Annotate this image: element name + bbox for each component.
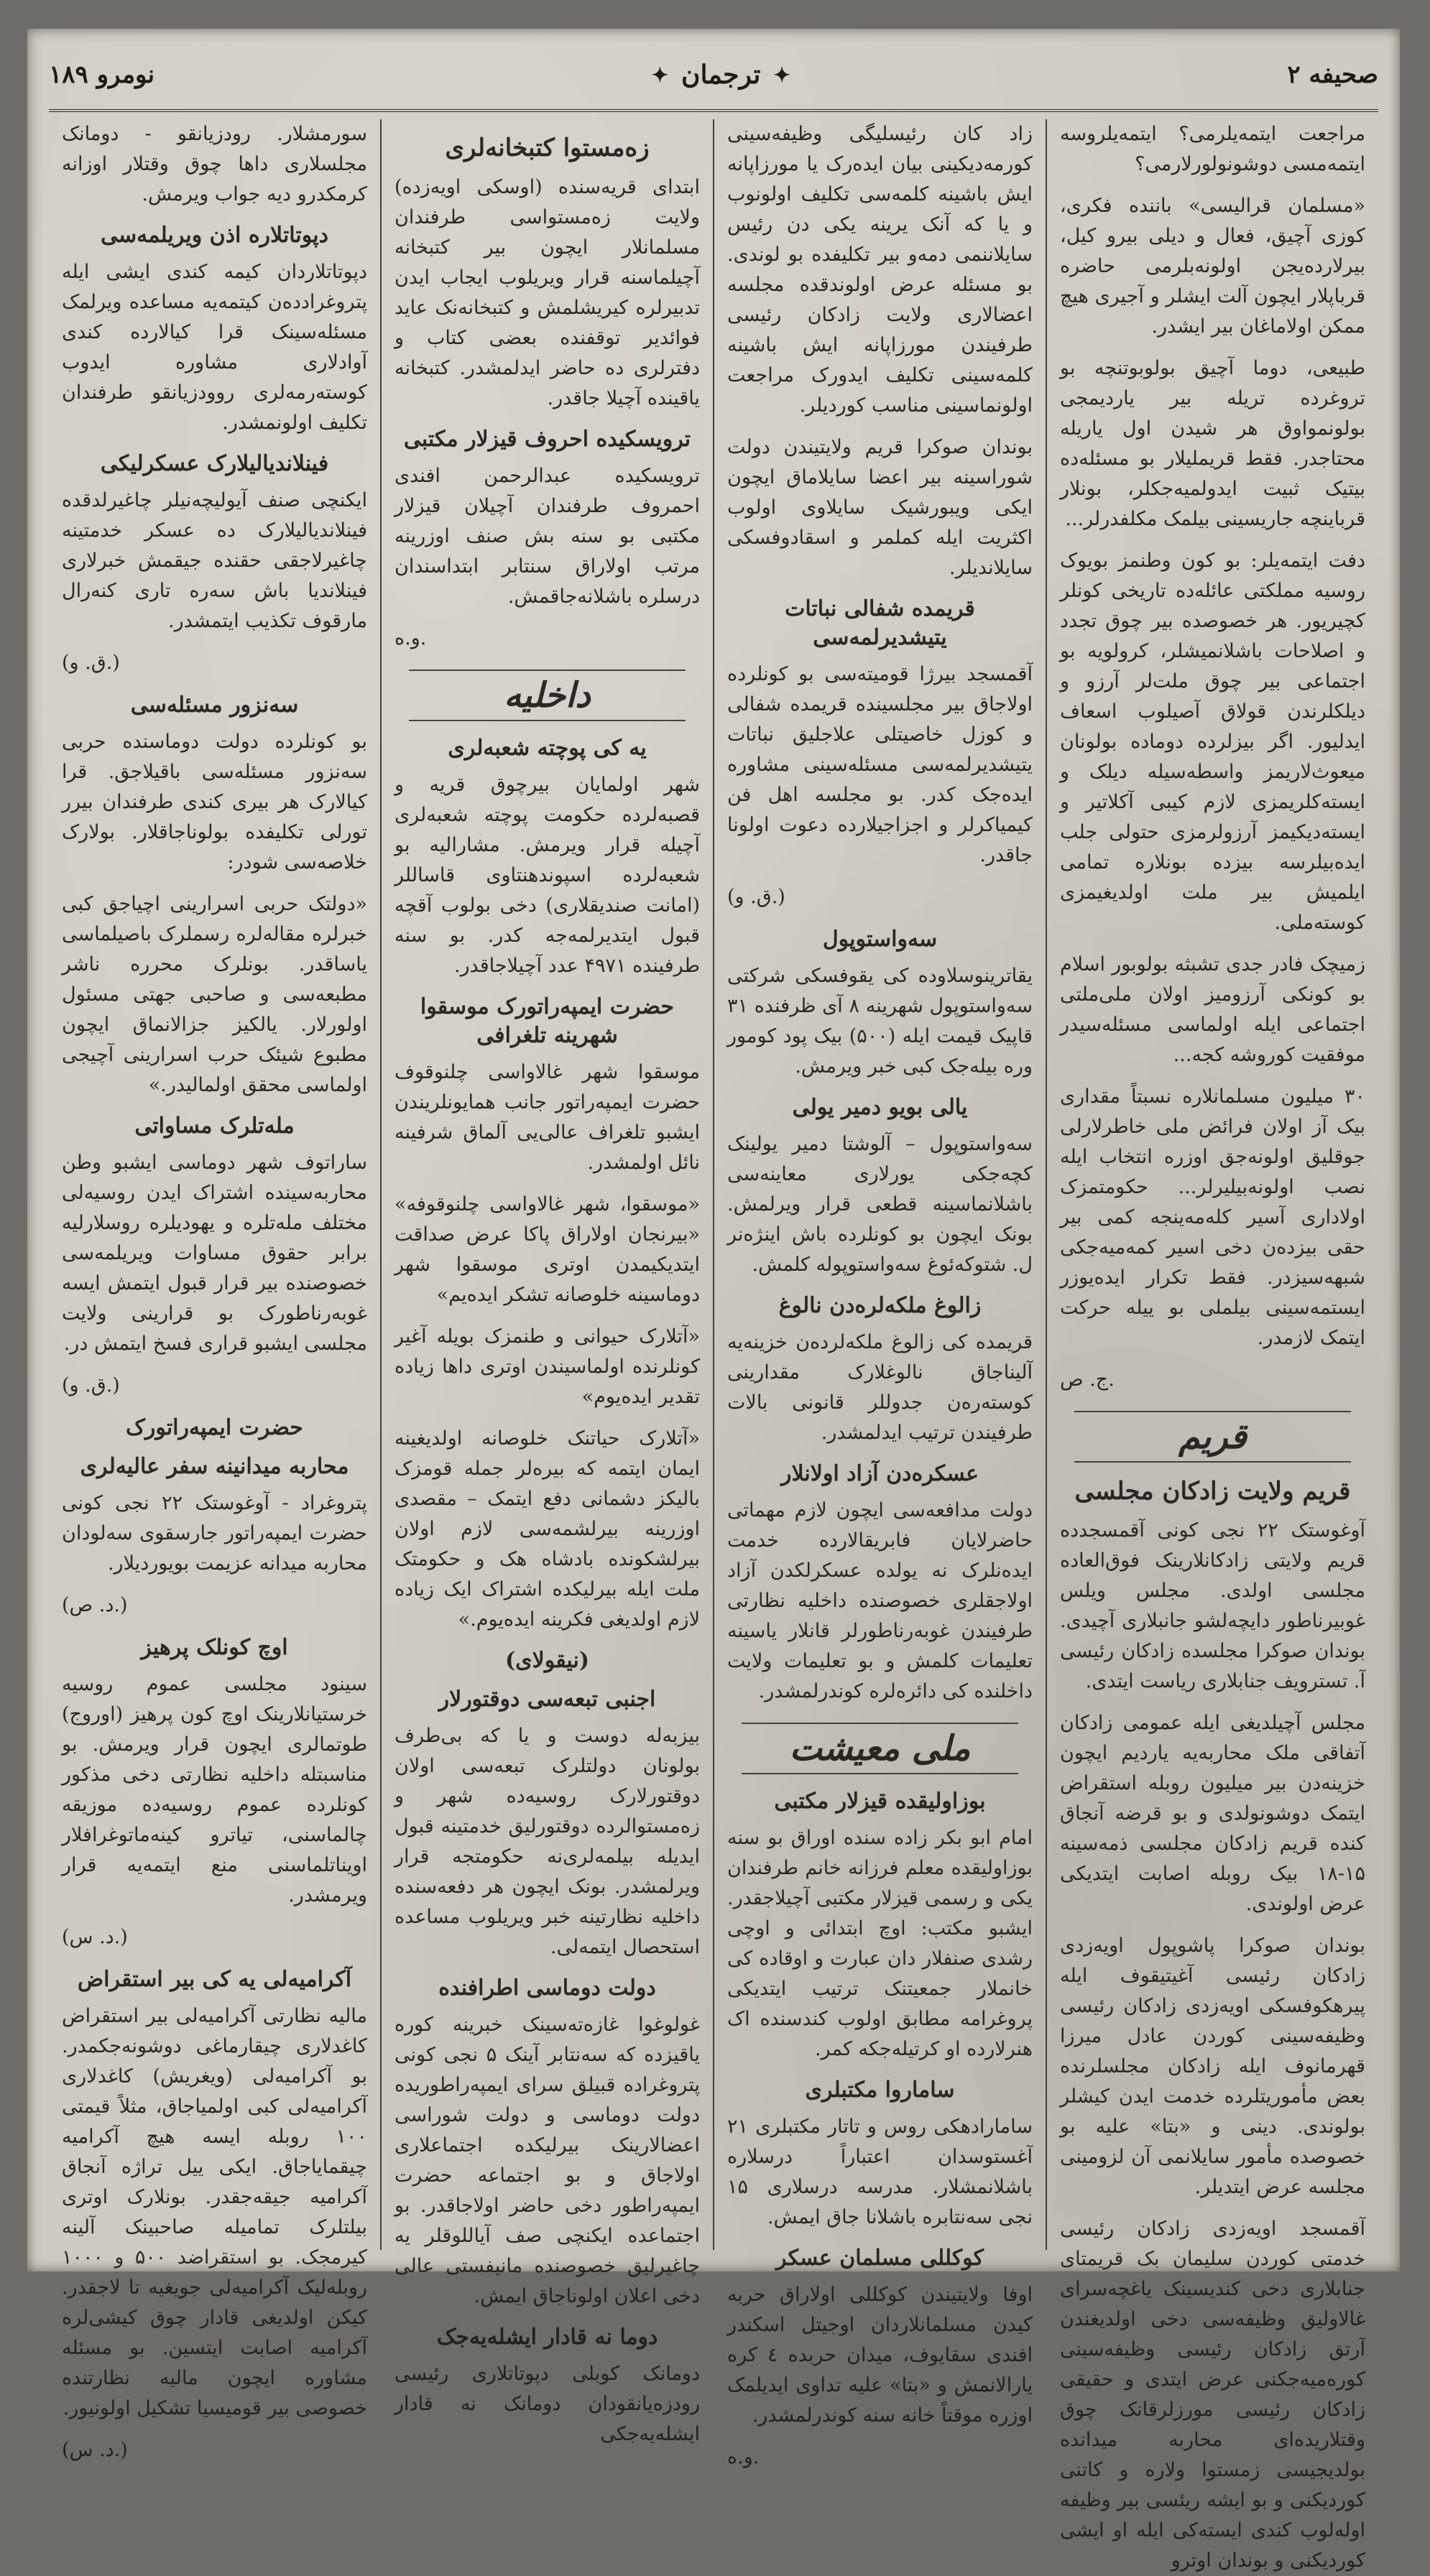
signature: و.ه. [727, 2446, 760, 2468]
paragraph: دومانک کوبلی دپوتاتلاری رئیسی رودزه‌یانقودان دومانک نه قادار ایشله‌یه‌جکی [395, 2363, 700, 2445]
paragraph: دپوتاتلاردان کیمه کندی ایشی ایله پتروغرادده‌ن کیتمه‌یه مساعده ویرلمک مسئله‌سینک قرا کیالارده کندی آوادلاری مشاوره ایدوب کوسته‌رمه‌لری روودزیانقو طرفندان تکلیف اولونمشدر. [62, 261, 367, 434]
paragraph: آوغوستک ۲۲ نجی کونی آقمسجدده قریم ولایتی زادکانلارینک فوق‌العاده مجلسی اولدی. مجلس ویلس غوبیرناطور دایچه‌لشو جانبلاری آچیدی. بوندان صوکرا مجلسده زادکان رئیسی آ. تسترویف جنابلاری ریاست ایتدی. [1060, 1519, 1365, 1692]
section-banner-national-life: ملی معیشت [742, 1723, 1018, 1774]
paragraph: سامارادهکی روس و تاتار مکتبلری ۲۱ آغستوسدان اعتباراً درسلاره باشلانمشلار. مدرسه درسلاری ۱۵ نجی سه‌نتابره باشلانا جاق ایمش. [727, 2116, 1033, 2228]
paragraph: دولت مدافعه‌سی ایچون لازم مهماتی حاضرلایان فابریقالارده خدمت ایده‌نلرک نه یولده عسکرلکدن آزاد اولاجقلری خصوصنده داخلیه نظارتی طرفیندن غوبه‌رناطورلر قانلار یاسینه تعلیمات کلمش و بو تعلیمات ولایت داخلنده کی دائره‌لره کوندرلمشدر. [727, 1499, 1033, 1702]
paragraph: آقمسجد اویه‌زدی زادکان رئیسی خدمتی کوردن سلیمان بک قریمتای جنابلاری دخی کندیسینک یاغچه‌سرای غالاولیق وظیفه‌سی دخی اولدیغندن آرتق زادکان رئیسی وظیفه‌سینی کوره‌میه‌جکنی عرض ایتدی و حقیقی زادکان رئیسی مورزلرقانک چوق وقتلاریده‌ای محاربه میدانده بولدیجیسی زمستوا ولاره و کاتنی کوردیکنی و بو ایشه ریئسی بیر وظیفه اوله‌لوب کندی ایسته‌کی ایله او ایشی کوردیکنی و بوندان اوترو [1060, 2218, 1365, 2572]
paragraph: سینود مجلسی عموم روسیه خرستیانلارینک اوچ کون پرهیز (اوروج) طوتمالری ایچون قرار ویرمش. بو مناسبتله داخلیه نظارتی دخی مذکور کونلرده عموم روسیه‌ده موزیقه چالماسنی، تیاترو کینه‌ماتوغرافلار اویناتلماسنی منع ایتمه‌یه قرار ویرمشدر. [62, 1673, 367, 1906]
paragraph: «موسقوا، شهر غالاواسی چلنوقوفه» «بیرنجان اولاراق پاکا عرض صداقت ایتدیکیمدن اوتری موسقوا شهر دوماسینه خلوصانه تشکر ایده‌یم» [395, 1193, 700, 1306]
paragraph: زاد کان رئیسلیگی وظیفه‌سینی کورمه‌دیکینی بیان ایده‌رک یا مورزاپانه ایش باشینه کلمه‌سی تکلیف اولونوب و یا که آنک یرینه یکی دن رئیس سایلاننمی دمه‌و بیر تکلیفده بو لوندی. بو مسئله عرض اولوندقده مجلسه اعضالاری ولایت زادکان رئیسی طرفیندن مورزاپانه ایش باشینه کلمه‌سینی تکلیف ایدورک مراجعت اولونماسینی مناسب کوردیلر. [727, 123, 1033, 417]
paragraph: ساراتوف شهر دوماسی ایشبو وطن محاربه‌سینده اشتراک ایدن روسیه‌لی مختلف مله‌تلره و یهودیلره روسلارلیه برابر حقوق مساوات ویریلمه‌سی خصوصنده بیر قرار قبول ایتمش ایسه غوبه‌رناطورک بو قرارینی ولایت مجلسی ایشبو قراری فسخ ایتمش در. [62, 1152, 367, 1355]
signature: (د. س.) [62, 1926, 128, 1948]
paragraph: قریمده کی زالوغ ملکه‌لرده‌ن خزینه‌یه آلیناجاق نالوغلارک مقدارینی کوسته‌ره‌ن جدوللر قانونی بالات طرفیندن ترتیب ایدلمشدر. [727, 1331, 1033, 1444]
masthead [49, 42, 1378, 108]
newspaper-title-block [652, 60, 790, 90]
paragraph: مالیه نظارتی آکرامیه‌لی بیر استقراض کاغدلاری چیقارماغی دوشونه‌جکمدر. بو آکرامیه‌لی (ویغریش) کاغدلاری آکرامیه‌لی کبی اولمیاجاق، مثلاً قیمتی ۱۰۰ روبله ایسه هیچ آکرامیه چیقمایاجاق. ایکی ییل تراژه آنجاق آکرامیه جیقه‌جقدر. بونلارک اوتری بیلتلرک تمامیله صاحبینک آلینه کیرمجک. بو استقراضد ۵۰۰ و ۱۰۰۰ روبله‌لیک آکرامیه‌لی جویغیه تا لاجقدر. کیکن اولدیغی قادار چوق کیشی‌لره آکرامیه اصابت ایتسین. بو مسئله مشاوره ایچون مالیه نظارتنده خصوصی بیر قومیسیا تشکیل اولونیور. [62, 2005, 367, 2419]
article-heading: سه‌واستوپول [822, 927, 938, 952]
paragraph: شهر اولمایان بیرچوق قریه و قصبه‌لرده حکومت پوچته شعبه‌لری آچیله قرار ویرمش. مشارالیه بو شعبه‌لرده اسپوندهنتاوی قاساللر (امانت صندیقلاری) دخی بولوب آقچه قبول ایتدیرلمه‌جه کدر. بو سنه طرفینده ۴۹۷۱ عدد آچیلاجاقدر. [395, 774, 700, 977]
article-heading: سه‌نزور مسئله‌سی [130, 692, 299, 718]
paragraph: ابتدای قریه‌سنده (اوسکی اویه‌زده) ولایت زه‌مستواسی طرفندان مسلمانلار ایچون بیر کتبخانه آچیلماسنه قرار ویریلوب ایجاب ایدن تدبیرلره کیریشلمش و کتبخانه‌نک عاید فوائدیر توقفنده بعضی کتاب و دفترلری ده حاضر ایدلمشدر. کتبخانه یاقینده آچیلا جاقدر. [395, 176, 700, 409]
paragraph: اوفا ولایتیندن کوکللی اولاراق حربه کیدن مسلمانلاردان اوجیتل اسکندر افندی سقایوف، میدان حربده ٤ کره یارالانمش و «بتا» علیه تداوی ایدیلمک اوزره موقتاً خانه سنه کوندرلمشدر. [727, 2284, 1033, 2427]
paragraph: بوندان صوکرا قریم ولایتیندن دولت شوراسینه بیر اعضا سایلاماق ایچون ایکی ویبورشیک سایلاوی اولوب اکثریت ایله کملمر و اسقادوفسکی سایلاندیلر. [727, 436, 1033, 579]
columns [49, 119, 1378, 2572]
article-heading: اوچ کونلک پرهیز [141, 1635, 288, 1660]
article-heading: (نیقولای) [504, 1648, 590, 1673]
article-heading: مله‌تلرک مساواتی [134, 1113, 295, 1139]
signature: (ق. و.) [62, 1374, 120, 1396]
article-heading: بوزاولیقده قیزلار مکتبی [774, 1789, 986, 1814]
paragraph: بوندان صوکرا پاشوپول اویه‌زدی زادکان رئیسی آغیتیقوف ایله پیرهکوفسکی اویه‌زدی زادکان رئیسی وظیفه‌سینی کوردن عادل میرزا قهرمانوف ایله زادکان مجلسلرنده بعض مأموریتلرده خدمت ایدن کیشلر بولوندی. دینی و «بتا» علیه بو خصوصده مأمور سایلانمی آن لزومینی مجلسه عرض ایتدیلر. [1060, 1935, 1365, 2198]
signature: و.ه. [395, 627, 427, 649]
paragraph: سورمشلار. رودزیانقو - دومانک مجلسلاری داها چوق وقتلار اوزانه کرمکدرو دیه جواب ویرمش. [62, 123, 367, 205]
article-heading: قریم ولایت زادکان مجلسی [1074, 1477, 1351, 1506]
article-heading: عسکره‌دن آزاد اولانلار [781, 1461, 979, 1486]
article-heading: حضرت ایمپه‌راتورک [126, 1415, 303, 1440]
paragraph: «آتلارک حیوانی و طنمزک بویله آغیر کونلرنده اولماسیندن اوتری داها زیاده تقدیر ایده‌یوم» [395, 1325, 700, 1408]
signature: (د. س.) [62, 2439, 128, 2461]
article-heading: دوما نه قادار ایشله‌یه‌جک [436, 2325, 658, 2350]
article-heading: زه‌مستوا کتبخانه‌لری [445, 134, 650, 162]
paragraph: سه‌واستوپول – آلوشتا دمیر یولینک کچه‌جکی یورلاری معاینه‌سی باشلانماسینه قطعی قرار ویرلمش. بونک ایچون بو کونلرده باش اینژه‌نر ل. شتوکه‌ئوغ سه‌واستوپوله کلمش. [727, 1133, 1033, 1276]
page-number: صحیفه ۲ [1287, 60, 1378, 89]
paragraph: «دولتک حربی اسرارینی اچیاجق کبی خبرلره مقاله‌لره رسملرک باصیلماسی یاساقدر. بونلرک محرره ناشر مطبعه‌سی و صاحبی جهتی مسئول اولورلار. یالکیز جزالانماق ایچون مطبوع شیئک حرب اسرارینی آچیجی اولماسی محقق اولمالیدر.» [62, 893, 367, 1096]
section-banner-crimea: قریم [1074, 1411, 1351, 1463]
newspaper-title: ترجمان [681, 60, 761, 90]
article-heading: محاربه میدانینه سفر عالیه‌لری [80, 1454, 349, 1479]
article-heading: ترویسکیده احروف قیزلار مکتبی [403, 427, 691, 452]
paragraph: «مسلمان قرالیسی» باننده فکری، کوزی آچیق، فعال و دیلی بیرو کیل، بیرلارده‌یجن اولونه‌بلرمی حاضره قرباپلار ایچون‌ آلت ایشلر و آجیری هیچ ممکن اولاماغان بیر ایشدر. [1060, 195, 1365, 338]
article-heading: آکرامیه‌لی یه کی بیر استقراض [77, 1967, 352, 1992]
paragraph: مجلس آچیلدیغی ایله عمومی زادکان آتفاقی ملک محاربه‌یه یاردیم ایچون خزینه‌دن بیر میلیون روبله استقراض ایتمک دوشونولدی و بو قرضه آنجاق کنده قریم زادکان مجلسی ذمه‌سینه ۱۵-۱۸ بیک روبله اصابت ایتدیکی عرض اولوندی. [1060, 1712, 1365, 1915]
ornament-icon: ✦ [651, 62, 669, 87]
newspaper-page [27, 29, 1400, 2572]
paragraph: ترویسکیده عبدالرحمن افندی احمروف طرفندان آچیلان قیزلار مکتبی بو سنه بش صنف اوزرینه مرتب اولاراق سنتابر ابتداسندان درسلره باشلانه‌جاقمش. [395, 465, 700, 608]
paragraph: بیزبه‌له دوست و یا که بی‌طرف بولونان دولتلرک تبعه‌سی اولان دوقتورلارک روسیه‌ده شهر و زه‌مستوالرده دوقتورلیق خدمتینه قبول ایدیله بیلمه‌لری‌نه حکومتجه قرار ویرلمشدر. بونک ایچون هر دفعه‌سنده داخلیه نظارتینه خبر ویریلوب مساعده استحصال ایتمه‌لی. [395, 1725, 700, 1958]
paragraph: مراجعت ایتمه‌یلرمی؟ ایتمه‌یلروسه ایتمه‌مسی دوشونولورلارمی؟ [1060, 123, 1365, 175]
paragraph: بو کونلرده دولت دوماسنده حربی سه‌نزور مسئله‌سی باقیلاجق. قرا کیالارک هر بیری کندی طرفندان بیرر تورلی تکلیفده بولوناجاقلار. بولارک خلاصه‌سی شودر: [62, 731, 367, 874]
column-3 [380, 119, 713, 2445]
article-heading: ساماروا مکتبلری [805, 2077, 955, 2103]
article-heading: دولت دوماسی اطرافنده [438, 1975, 656, 2001]
paragraph: غولوغوا غازه‌ته‌سینک خبرینه کوره یاقیزده که سه‌نتابر آینک ۵ نجی کونی پتروغراده قبیلق سرای ایمپه‌راطوریده دولت دوماسی و دولت شوراسی اعضالارینک بیرلیکده اجتماعلاری اولاجاق و بو اجتماعه حضرت ایمپه‌راطور دخی حاضر اولاجاقدر. بو اجتماعده ایکنچی صف آیاللوقلر یه چاغیرلیق خصوصنده مانیفستی عالی دخی اعلان اولوناجاق ایمش. [395, 2014, 700, 2307]
column-4 [49, 119, 380, 2461]
section-banner-domestic: داخلیه [409, 670, 686, 721]
paragraph: پتروغراد - آوغوستک ۲۲ نجی کونی حضرت ایمپه‌راتور جارسقوی سه‌لودان محاربه میدانه عزیمت بویوردیلار. [62, 1492, 367, 1575]
article-heading: زالوغ ملکه‌لره‌دن نالوغ [778, 1293, 982, 1318]
signature: (د. ص.) [62, 1594, 128, 1616]
paragraph: طبیعی، دوما آچیق بولوبوتنچه بو تروغرده تریله بیر یاردیمجی بولونمواوق هر شیدن اول یاریله محتاجدر. فقط قریملیلار بو مسئله‌ده بیتیک ثبیت ایدولمیه‌جکلر، بونلار قرباینچه جاریسینی بیلمک مکلفدرلر... [1060, 357, 1365, 530]
paragraph: زمیچک فادر جدی تشبثه بولوبور اسلام بو کونکی آرزومیز اولان ملی‌ملتی اجتماعی ایله اولماسی مسئله‌سیدر موفقیت کوروشه کجه... [1060, 953, 1365, 1066]
issue-number: نومرو ۱۸۹ [49, 60, 155, 89]
article-heading: یه کی پوچته شعبه‌لری [448, 736, 647, 761]
signature: (ق. و.) [62, 652, 120, 674]
signature: ج. ص. [1060, 1368, 1115, 1391]
paragraph: موسقوا شهر غالاواسی چلنوقوف حضرت ایمپه‌راتور جانب همایونلریندن ایشبو تلغراف عالی‌یی آلماق شرفینه نائل اولمشدر. [395, 1061, 700, 1174]
paragraph: یقاترینوسلاوده کی یقوفسکی شرکتی سه‌واستوپول شهرینه ۸ آی ظرفنده ۳۱ قاپیک قیمت ایله (۵۰۰) بیک پود کومور وره بیله‌جک کبی خبر ویرمش. [727, 965, 1033, 1078]
article-heading: قریمده شفالی نباتات یتیشدیرلمه‌سی [785, 596, 975, 650]
column-2 [713, 119, 1046, 2468]
ornament-icon: ✦ [773, 62, 790, 87]
paragraph: امام ابو بکر زاده سنده اوراق بو سنه بوزاولیقده معلم فرزانه خانم طرفندان یکی و رسمی قیزلار مکتبی آچیلاجقدر. ایشبو مکتب: اوچ ابتدائی و اوچی رشدی صنفلار دان عبارت و اوقاده کی خانملار جمعیتنک ترتیب ایتدیکی پروغرامه مطابق اولوب کندسنده اک هنرلارده او کرتیله‌جکه کمر. [727, 1827, 1033, 2060]
article-heading: یالی بویو دمیر یولی [792, 1095, 968, 1120]
paragraph: آقمسجد بیرژا قومیته‌سی بو کونلرده اولاجاق بیر مجلسینده قریمده شفالی و کوزل خاصیتلی علاجلیق نباتات یتیشدیرلمه‌سی مسئله‌سینی مشاوره ایده‌جک کدر. بو مجلسه اهل فن کیمیاکرلر و اجزاجیلارده دعوت اولونا جاقدر. [727, 663, 1033, 866]
article-heading: اجنبی تبعه‌سی دوقتورلار [438, 1687, 656, 1712]
article-heading: حضرت ایمپه‌راتورک موسقوا شهرینه تلغرافی [420, 994, 675, 1048]
article-heading: کوکللی مسلمان عسکر [776, 2246, 984, 2271]
paragraph: دفت ایتمه‌یلر: بو کون وطنمز بویوک روسیه مملکتی عائله‌ده تاریخی کونلر کچیریور. هر خصوصده بیر چوق تجدد و اصلاحات باشلانمیشلر، کرولویه بو اجتماعی بیر چوق ملت‌لر آرزو و دیلکلرندن قولاق آصیلوب اسعاف ایدلیور. اگر بیزلرده دوماده بولونان میعوث‌لاریمز واسطه‌سیله دیلک و ایسته‌کلریمزی لازم کیبی آکلاتیر و ایسته‌دیکیمز آرزولرمزی حتولی جلب ایده‌بیلرسه بیزده بونلاره تمامی ایلمیش بیر ملت اولدیغیمزی کوسته‌ملی. [1060, 550, 1365, 934]
paragraph: ایکنچی صنف آیولیچه‌نیلر چاغیرلدقده فینلاندیالیلارک ده عسکر خدمتینه چاغیرلاجقی حقنده جیقمش خبرلاری فینلاندیا باش سه‌ره تاری کنه‌رال مارقوف تکذیب ایتمشدر. [62, 489, 367, 632]
paragraph: «آتلارک حیاتنک خلوصانه اولدیغینه ایمان ایتمه که بیره‌لر جمله قومزک بالیکز دشمانی دفع ایتمک – مقصدی اوزرینه بیرلشمه‌سی لازم اولان بیرلشکونده بادشاه هک و حکومتک ملت ایله بیرلیکده اشتراک ایک زیاده لازم اولدیغی فکرینه ایده‌یوم.» [395, 1427, 700, 1631]
article-heading: فینلاندیالیلارک عسکرلیکی [100, 451, 329, 476]
article-heading: دپوتاتلاره اذن ویریلمه‌سی [100, 223, 328, 248]
column-1 [1046, 119, 1378, 2572]
paragraph: ۳۰ میلیون مسلمانلاره نسبتاً مقداری بیک‌ آز اولان فرائض ملی خاطرلارلی جوقلیق اولونه‌جق اوزره انتخاب ایله نصب اولونه‌بیلیرلر... حکومتمزک اولاداری آسیر کله‌مه‌ینجه کمی بیر حقی بیزده‌ن دخی اسیر کمه‌میه‌جکی شبهه‌سیزدر. فقط تکرار ایده‌یوزر ایستمه‌سینی بیلملی بو ییله حرکت ایتمک لازمدر. [1060, 1085, 1365, 1349]
header-rule [49, 109, 1378, 112]
signature: (ق. و.) [727, 886, 785, 908]
